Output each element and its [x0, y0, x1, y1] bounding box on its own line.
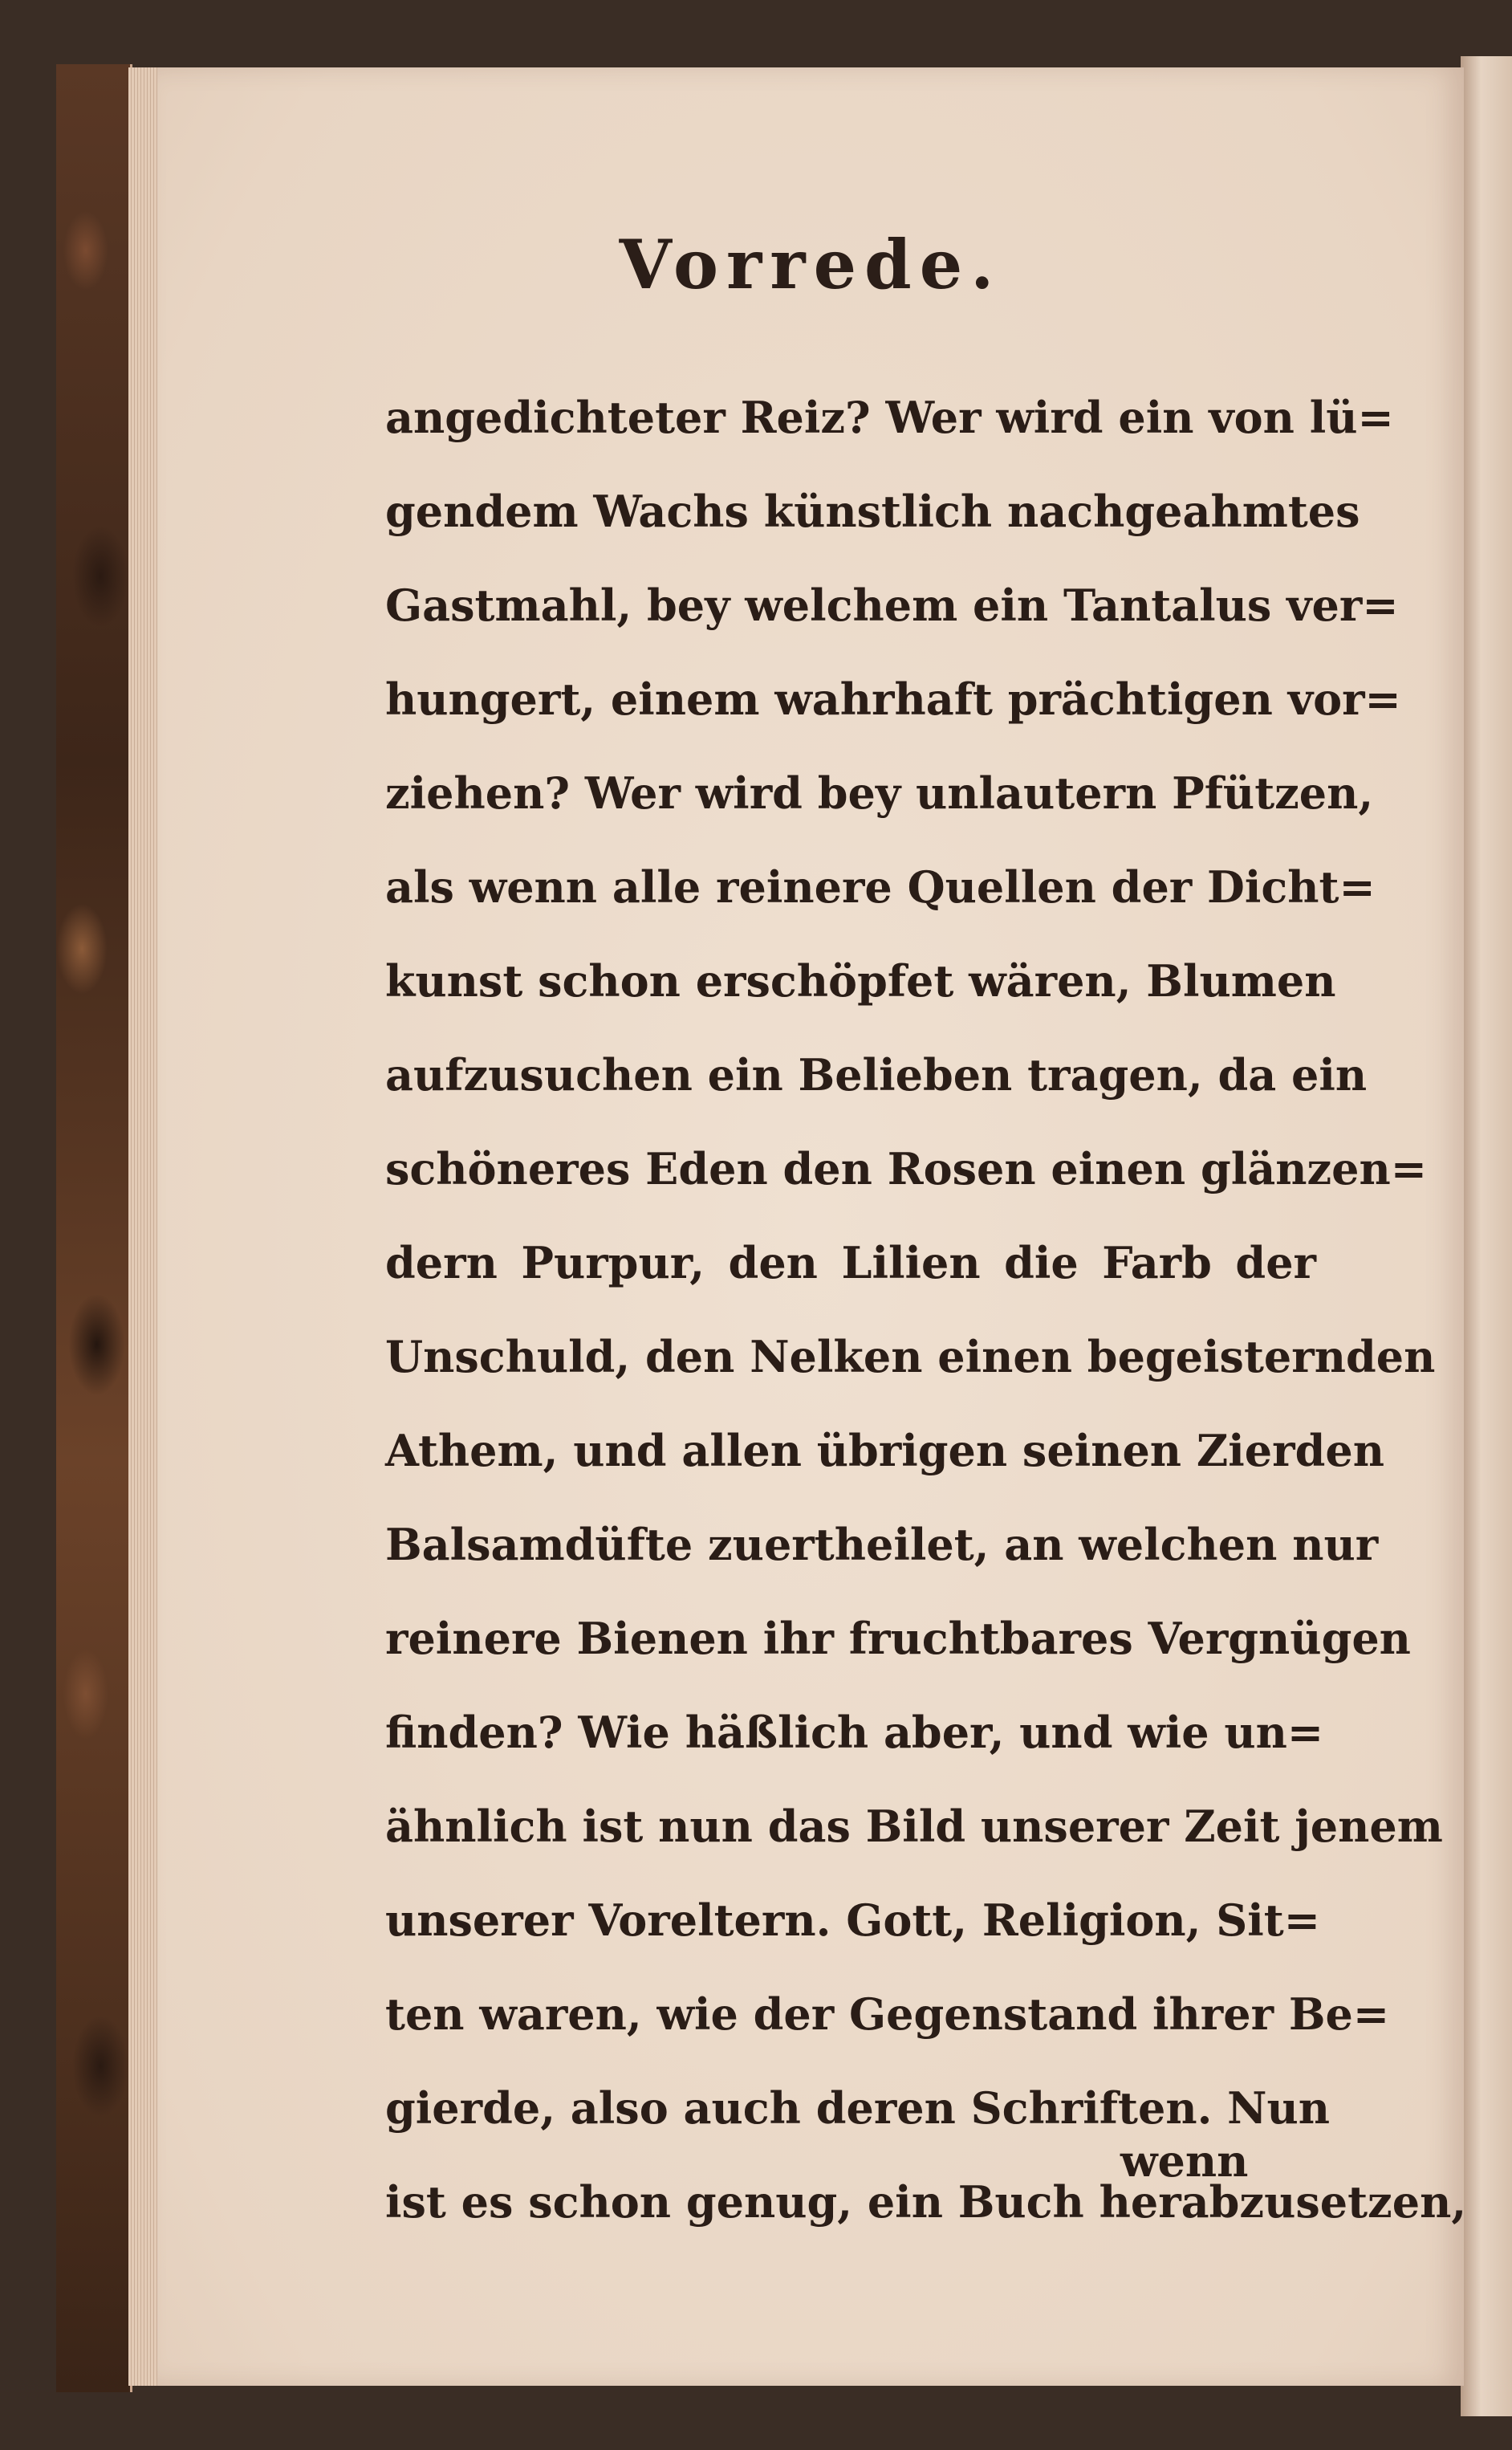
marbled-cover-board [56, 64, 132, 2392]
text-line: ten waren, wie der Gegenstand ihrer Be= [385, 1988, 1390, 2040]
page-title: Vorrede. [619, 225, 1002, 304]
text-line: ähnlich ist nun das Bild unserer Zeit jenem [385, 1801, 1443, 1852]
text-line: Athem, und allen übrigen seinen Zierden [385, 1425, 1384, 1476]
facing-page-edge [1461, 56, 1512, 2416]
text-line: Gastmahl, bey welchem ein Tantalus ver= [385, 580, 1399, 631]
text-line: aufzusuchen ein Belieben tragen, da ein [385, 1049, 1368, 1101]
text-line: unserer Voreltern. Gott, Religion, Sit= [385, 1894, 1320, 1946]
text-line: Balsamdüfte zuertheilet, an welchen nur [385, 1519, 1379, 1570]
text-line: kunst schon erschöpfet wären, Blumen [385, 955, 1336, 1007]
text-line: angedichteter Reiz? Wer wird ein von lü= [385, 392, 1394, 443]
book-page [157, 67, 1467, 2386]
text-line: gierde, also auch deren Schriften. Nun [385, 2082, 1331, 2134]
page-fore-edges [128, 67, 161, 2386]
text-line: ziehen? Wer wird bey unlautern Pfützen, [385, 767, 1374, 819]
text-line: dern Purpur, den Lilien die Farb der [385, 1237, 1316, 1288]
catchword: wenn [1120, 2135, 1249, 2187]
text-line: hungert, einem wahrhaft prächtigen vor= [385, 674, 1401, 725]
text-line: schöneres Eden den Rosen einen glänzen= [385, 1143, 1428, 1194]
text-line: als wenn alle reinere Quellen der Dicht= [385, 861, 1376, 913]
text-line: finden? Wie häßlich aber, und wie un= [385, 1707, 1324, 1758]
text-line: gendem Wachs künstlich nachgeahmtes [385, 486, 1360, 537]
text-line: reinere Bienen ihr fruchtbares Vergnügen [385, 1613, 1411, 1664]
text-line: Unschuld, den Nelken einen begeisternden [385, 1331, 1436, 1382]
page-body-text [385, 371, 1467, 2249]
text-line: ist es schon genug, ein Buch herabzusetzen, [385, 2176, 1467, 2228]
